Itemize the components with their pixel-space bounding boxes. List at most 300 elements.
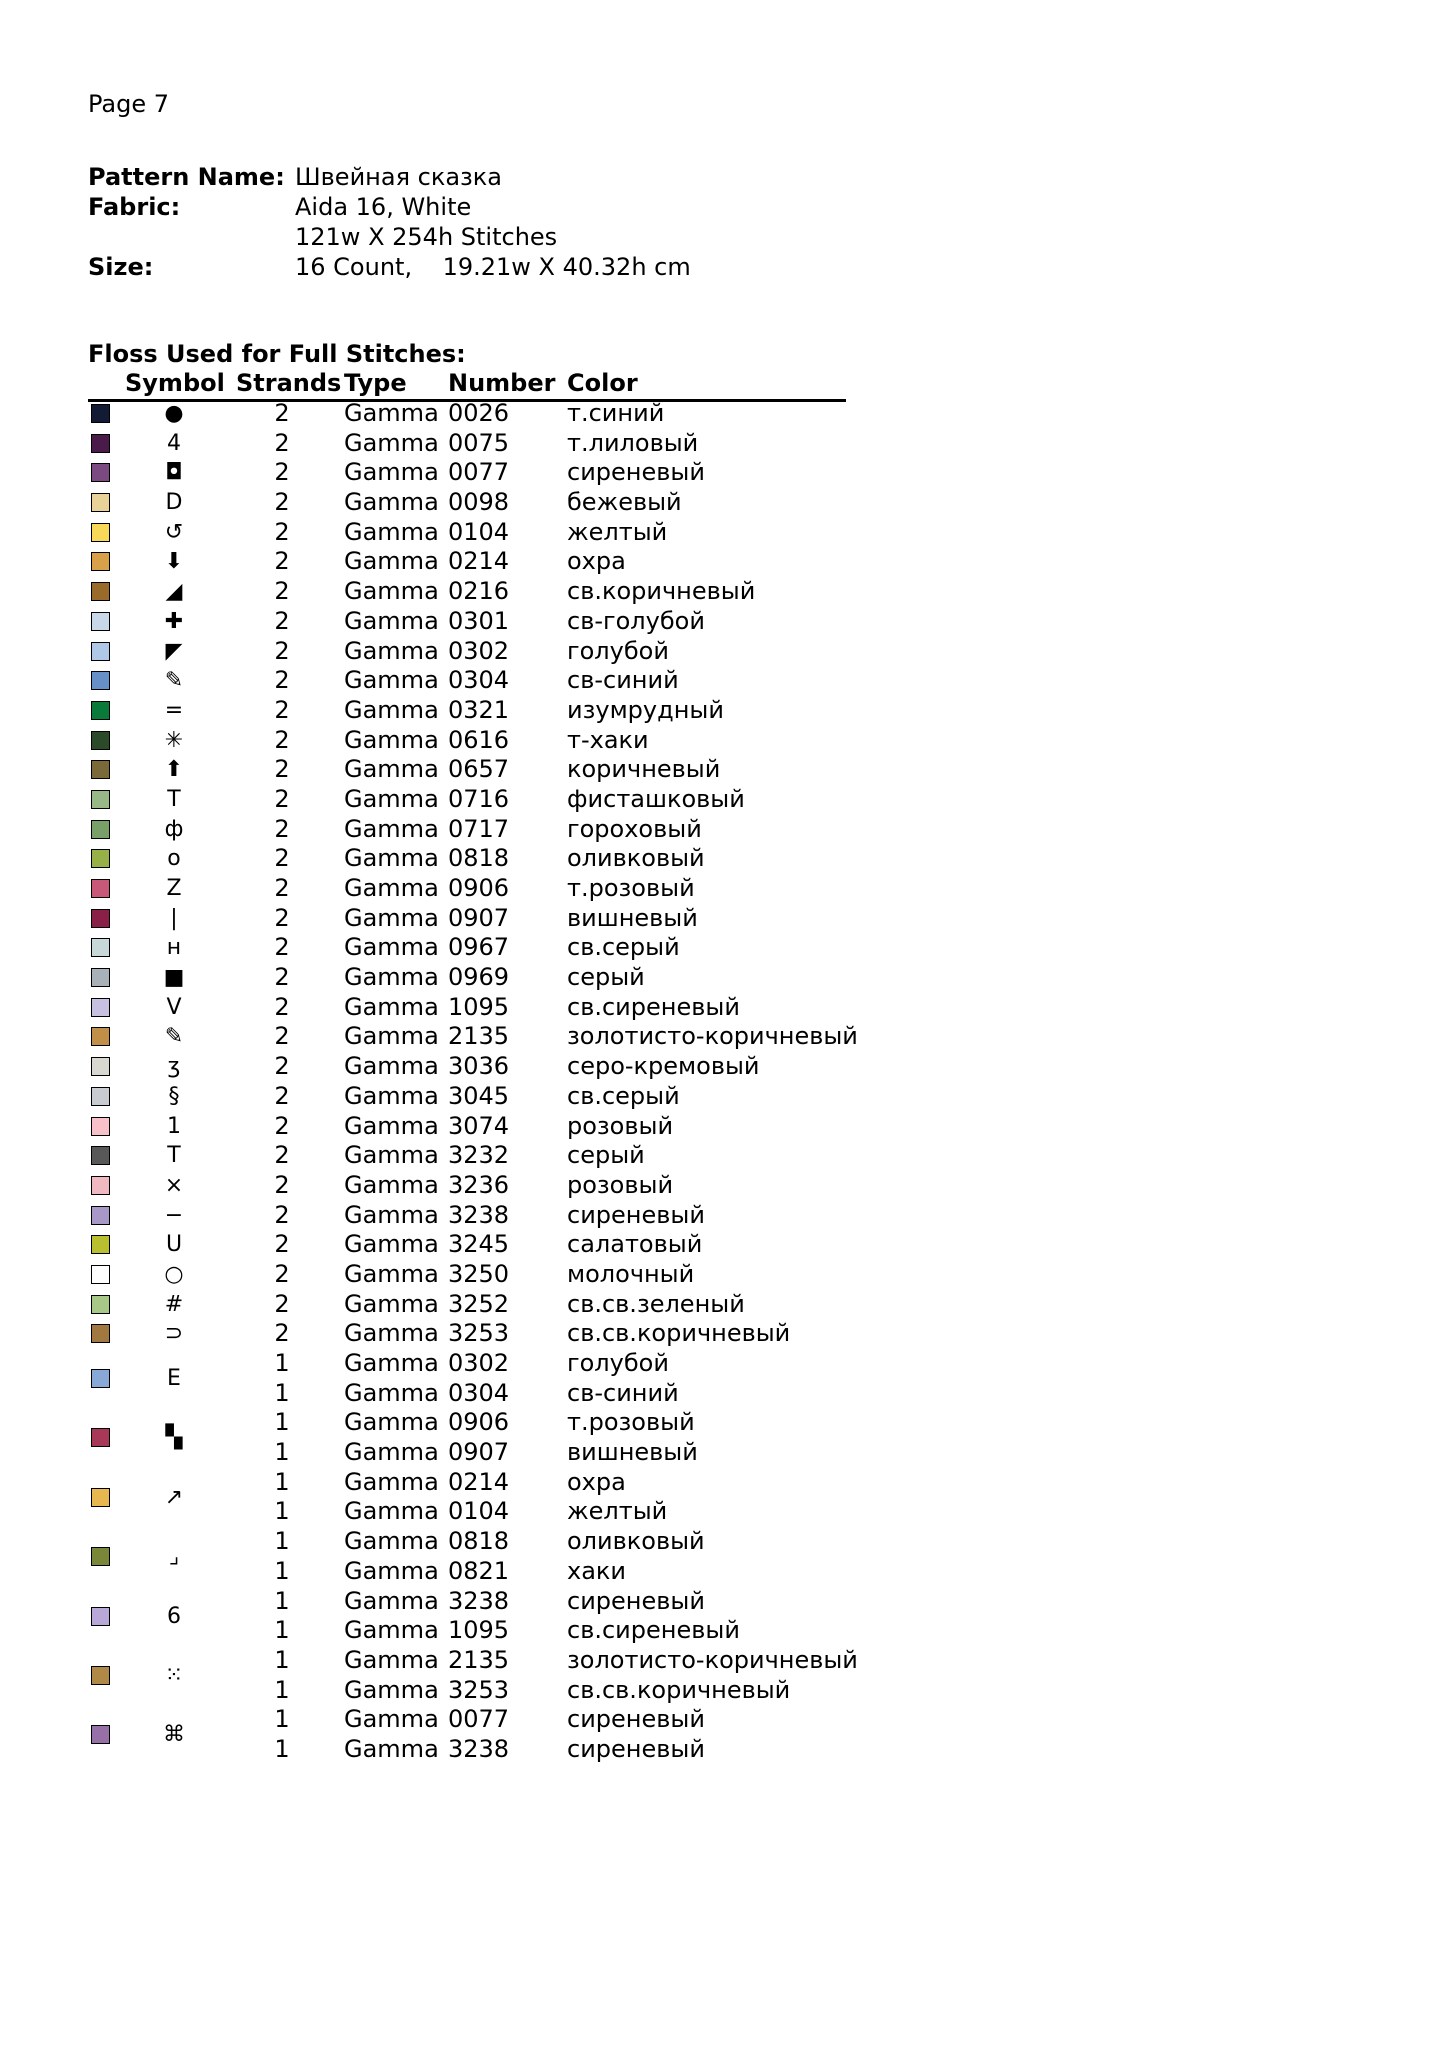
- thread-number: 0906: [448, 1408, 510, 1437]
- strands-value: 2: [274, 577, 290, 606]
- thread-color: вишневый: [567, 1438, 698, 1467]
- table-row: [88, 518, 848, 548]
- thread-color: изумрудный: [567, 695, 724, 724]
- table-row: [88, 726, 848, 756]
- stitch-symbol: ■: [163, 965, 185, 991]
- thread-type: Gamma: [344, 1675, 439, 1704]
- thread-color: голубой: [567, 1349, 669, 1377]
- stitch-symbol: ⬆: [164, 757, 184, 783]
- thread-color: св.св.коричневый: [567, 1675, 791, 1704]
- table-row: [88, 1112, 848, 1142]
- stitch-symbol: ⁙: [164, 1662, 184, 1688]
- stitch-symbol: 6: [167, 1603, 181, 1629]
- thread-type: Gamma: [344, 1586, 439, 1615]
- thread-color: св.св.коричневый: [567, 1319, 791, 1348]
- thread-line: [88, 1171, 848, 1201]
- strands-value: 2: [274, 1022, 290, 1051]
- thread-number: 2135: [448, 1022, 510, 1051]
- thread-line: [88, 399, 848, 429]
- table-row: [88, 933, 848, 963]
- strands-value: 1: [274, 1467, 290, 1496]
- strands-value: 1: [274, 1408, 290, 1437]
- thread-number: 0716: [448, 784, 510, 813]
- thread-type: Gamma: [344, 1349, 439, 1377]
- thread-type: Gamma: [344, 1438, 439, 1467]
- stitch-symbol: #: [164, 1291, 184, 1317]
- thread-type: Gamma: [344, 933, 439, 962]
- stitch-symbol: ◤: [165, 638, 183, 664]
- stitch-symbol: U: [165, 1232, 183, 1258]
- thread-type: Gamma: [344, 814, 439, 843]
- thread-line: [88, 1349, 848, 1379]
- stitch-symbol: ×: [164, 1172, 184, 1198]
- thread-line: [88, 963, 848, 993]
- strands-value: 1: [274, 1705, 290, 1734]
- thread-color: св.сиреневый: [567, 992, 740, 1021]
- thread-number: 0616: [448, 725, 510, 754]
- thread-number: 3250: [448, 1259, 510, 1288]
- stitch-symbol: ↺: [164, 519, 184, 545]
- thread-line: [88, 1052, 848, 1082]
- table-row: [88, 1171, 848, 1201]
- thread-line: [88, 1557, 848, 1587]
- thread-color: св.св.зеленый: [567, 1289, 745, 1318]
- thread-line: [88, 1319, 848, 1349]
- stitch-symbol: ▚: [165, 1425, 183, 1451]
- stitch-symbol: 1: [167, 1113, 181, 1139]
- stitch-symbol: ○: [164, 1261, 184, 1287]
- thread-color: охра: [567, 547, 626, 576]
- thread-line: [88, 518, 848, 548]
- thread-number: 3232: [448, 1141, 510, 1170]
- thread-number: 0967: [448, 933, 510, 962]
- strands-value: 1: [274, 1556, 290, 1585]
- thread-color: желтый: [567, 517, 668, 546]
- thread-number: 0906: [448, 874, 510, 902]
- stitch-symbol: ✚: [164, 608, 184, 634]
- thread-line: [88, 1230, 848, 1260]
- thread-color: серо-кремовый: [567, 1052, 760, 1081]
- thread-type: Gamma: [344, 903, 439, 932]
- thread-line: [88, 1497, 848, 1527]
- stitch-symbol: ʒ: [167, 1054, 181, 1080]
- stitch-symbol: T: [167, 1143, 181, 1169]
- thread-number: 3253: [448, 1319, 510, 1348]
- table-row: [88, 637, 848, 667]
- header-type: Type: [344, 369, 407, 397]
- thread-number: 0077: [448, 458, 510, 487]
- strands-value: 2: [274, 1289, 290, 1318]
- thread-line: [88, 1438, 848, 1468]
- thread-number: 0907: [448, 1438, 510, 1467]
- thread-type: Gamma: [344, 963, 439, 992]
- thread-type: Gamma: [344, 1705, 439, 1734]
- strands-value: 2: [274, 755, 290, 784]
- table-row: [88, 666, 848, 696]
- header-symbol: Symbol: [125, 369, 225, 397]
- thread-number: 1095: [448, 1616, 510, 1645]
- thread-color: бежевый: [567, 488, 682, 517]
- thread-color: св.серый: [567, 933, 680, 962]
- thread-color: оливковый: [567, 1527, 705, 1556]
- thread-line: [88, 755, 848, 785]
- strands-value: 2: [274, 1081, 290, 1110]
- thread-line: [88, 429, 848, 459]
- table-row: [88, 1141, 848, 1171]
- thread-line: [88, 933, 848, 963]
- strands-value: 2: [274, 666, 290, 695]
- table-row: [88, 844, 848, 874]
- thread-line: [88, 1260, 848, 1290]
- thread-type: Gamma: [344, 458, 439, 487]
- thread-color: св-голубой: [567, 606, 705, 635]
- thread-line: [88, 993, 848, 1023]
- thread-type: Gamma: [344, 547, 439, 576]
- thread-color: розовый: [567, 1111, 674, 1140]
- floss-table-header: [88, 369, 846, 402]
- thread-number: 3238: [448, 1586, 510, 1615]
- stitch-symbol: Z: [166, 876, 182, 901]
- thread-color: фисташковый: [567, 784, 745, 813]
- thread-color: вишневый: [567, 903, 698, 932]
- thread-type: Gamma: [344, 1170, 439, 1199]
- table-row: [88, 696, 848, 726]
- thread-type: Gamma: [344, 636, 439, 665]
- strands-value: 2: [274, 399, 290, 427]
- table-row: [88, 547, 848, 577]
- thread-color: сиреневый: [567, 1200, 705, 1229]
- strands-value: 2: [274, 547, 290, 576]
- pattern-name-label: Pattern Name:: [88, 163, 285, 191]
- thread-number: 0214: [448, 1467, 510, 1496]
- pattern-info: [88, 162, 691, 282]
- thread-line: [88, 1290, 848, 1320]
- thread-type: Gamma: [344, 784, 439, 813]
- thread-type: Gamma: [344, 1319, 439, 1348]
- table-row: [88, 1705, 848, 1764]
- table-row: [88, 904, 848, 934]
- thread-number: 0216: [448, 577, 510, 606]
- strands-value: 1: [274, 1645, 290, 1674]
- thread-line: [88, 1735, 848, 1765]
- thread-line: [88, 1616, 848, 1646]
- thread-type: Gamma: [344, 577, 439, 606]
- stitch-symbol: 4: [167, 430, 181, 456]
- stitch-symbol: −: [164, 1202, 184, 1228]
- stitch-symbol: ⬇: [164, 549, 184, 575]
- strands-value: 1: [274, 1378, 290, 1407]
- thread-line: [88, 1022, 858, 1052]
- thread-line: [88, 577, 848, 607]
- table-row: [88, 1468, 848, 1527]
- thread-type: Gamma: [344, 1378, 439, 1407]
- thread-line: [88, 696, 848, 726]
- table-row: [88, 1201, 848, 1231]
- thread-line: [88, 547, 848, 577]
- thread-number: 2135: [448, 1645, 510, 1674]
- strands-value: 2: [274, 903, 290, 932]
- thread-number: 0969: [448, 963, 510, 992]
- thread-type: Gamma: [344, 844, 439, 873]
- thread-type: Gamma: [344, 1616, 439, 1645]
- stitch-symbol: T: [167, 786, 181, 812]
- table-row: [88, 429, 848, 459]
- thread-number: 3238: [448, 1200, 510, 1229]
- thread-number: 0301: [448, 606, 510, 635]
- thread-type: Gamma: [344, 517, 439, 546]
- strands-value: 2: [274, 874, 290, 902]
- thread-color: св-синий: [567, 1378, 679, 1407]
- fabric-label: Fabric:: [88, 193, 181, 221]
- table-row: [88, 1408, 848, 1467]
- header-strands: Strands: [236, 369, 342, 397]
- strands-value: 1: [274, 1586, 290, 1615]
- table-row: [88, 1082, 848, 1112]
- strands-value: 1: [274, 1349, 290, 1377]
- stitch-symbol: ✎: [164, 668, 184, 694]
- thread-type: Gamma: [344, 1230, 439, 1259]
- table-row: [88, 1290, 848, 1320]
- thread-type: Gamma: [344, 1556, 439, 1585]
- thread-type: Gamma: [344, 1141, 439, 1170]
- thread-number: 0821: [448, 1556, 510, 1585]
- thread-color: желтый: [567, 1497, 668, 1526]
- strands-value: 2: [274, 992, 290, 1021]
- thread-line: [88, 874, 848, 904]
- thread-type: Gamma: [344, 488, 439, 517]
- stitch-symbol: E: [167, 1366, 181, 1391]
- table-row: [88, 607, 848, 637]
- thread-number: 3236: [448, 1170, 510, 1199]
- header-number: Number: [448, 369, 556, 397]
- header-color: Color: [567, 369, 638, 397]
- thread-color: сиреневый: [567, 1586, 705, 1615]
- stitch-symbol: ◘: [165, 460, 183, 486]
- size-value: 16 Count, 19.21w X 40.32h cm: [295, 253, 691, 281]
- strands-value: 2: [274, 458, 290, 487]
- page-number: Page 7: [88, 90, 169, 118]
- stitch-symbol: ●: [164, 401, 184, 426]
- thread-type: Gamma: [344, 1289, 439, 1318]
- table-row: [88, 1052, 848, 1082]
- thread-color: голубой: [567, 636, 669, 665]
- thread-color: сиреневый: [567, 1735, 705, 1764]
- thread-line: [88, 1468, 848, 1498]
- thread-type: Gamma: [344, 1735, 439, 1764]
- thread-color: хаки: [567, 1556, 627, 1585]
- thread-color: оливковый: [567, 844, 705, 873]
- thread-number: 0321: [448, 695, 510, 724]
- strands-value: 2: [274, 517, 290, 546]
- thread-number: 0075: [448, 428, 510, 457]
- thread-line: [88, 666, 848, 696]
- table-row: [88, 963, 848, 993]
- strands-value: 2: [274, 814, 290, 843]
- thread-line: [88, 1527, 848, 1557]
- stitch-symbol: ◢: [165, 579, 183, 605]
- thread-color: св-синий: [567, 666, 679, 695]
- stitch-symbol: ↗: [164, 1484, 184, 1510]
- thread-type: Gamma: [344, 1467, 439, 1496]
- thread-number: 0077: [448, 1705, 510, 1734]
- thread-number: 0818: [448, 1527, 510, 1556]
- thread-number: 0026: [448, 399, 510, 427]
- thread-color: золотисто-коричневый: [567, 1022, 858, 1051]
- thread-type: Gamma: [344, 1111, 439, 1140]
- stitch-symbol: ✳: [164, 727, 184, 753]
- thread-line: [88, 844, 848, 874]
- strands-value: 1: [274, 1438, 290, 1467]
- thread-number: 0104: [448, 1497, 510, 1526]
- thread-type: Gamma: [344, 755, 439, 784]
- thread-type: Gamma: [344, 1200, 439, 1229]
- thread-line: [88, 785, 848, 815]
- thread-line: [88, 1141, 848, 1171]
- thread-type: Gamma: [344, 666, 439, 695]
- thread-type: Gamma: [344, 428, 439, 457]
- thread-type: Gamma: [344, 1259, 439, 1288]
- stitch-symbol: ⌟: [168, 1544, 180, 1570]
- thread-number: 0907: [448, 903, 510, 932]
- thread-color: салатовый: [567, 1230, 703, 1259]
- thread-line: [88, 1645, 858, 1676]
- stitch-symbol: D: [165, 490, 183, 516]
- strands-value: 2: [274, 1230, 290, 1259]
- table-row: [88, 1230, 848, 1260]
- thread-color: серый: [567, 1141, 645, 1170]
- strands-value: 2: [274, 1141, 290, 1170]
- stitch-symbol: =: [164, 697, 184, 723]
- strands-value: 2: [274, 636, 290, 665]
- table-row: [88, 1319, 848, 1349]
- strands-value: 2: [274, 725, 290, 754]
- strands-value: 1: [274, 1735, 290, 1764]
- thread-number: 0657: [448, 755, 510, 784]
- stitch-symbol: ⊃: [164, 1321, 184, 1347]
- stitch-symbol: o: [167, 846, 181, 872]
- stitch-symbol: ⌘: [163, 1722, 185, 1748]
- thread-type: Gamma: [344, 874, 439, 902]
- thread-line: [88, 1379, 848, 1409]
- thread-type: Gamma: [344, 606, 439, 635]
- thread-type: Gamma: [344, 1022, 439, 1051]
- strands-value: 2: [274, 428, 290, 457]
- strands-value: 2: [274, 488, 290, 517]
- thread-number: 0304: [448, 1378, 510, 1407]
- thread-color: т-хаки: [567, 725, 649, 754]
- stitch-symbol: V: [166, 994, 182, 1020]
- table-row: [88, 458, 848, 488]
- pattern-name: Швейная сказка: [295, 163, 502, 191]
- thread-line: [88, 488, 848, 518]
- strands-value: 2: [274, 933, 290, 962]
- thread-number: 0717: [448, 814, 510, 843]
- thread-number: 3036: [448, 1052, 510, 1081]
- thread-number: 3252: [448, 1289, 510, 1318]
- thread-number: 3074: [448, 1111, 510, 1140]
- thread-type: Gamma: [344, 1527, 439, 1556]
- thread-color: т.розовый: [567, 874, 695, 902]
- table-row: [88, 1527, 848, 1586]
- strands-value: 2: [274, 1111, 290, 1140]
- thread-number: 0104: [448, 517, 510, 546]
- fabric-value: Aida 16, White: [295, 193, 472, 221]
- thread-type: Gamma: [344, 1052, 439, 1081]
- thread-color: св.коричневый: [567, 577, 756, 606]
- thread-line: [88, 1587, 848, 1617]
- thread-type: Gamma: [344, 695, 439, 724]
- floss-section-title: Floss Used for Full Stitches:: [88, 340, 466, 368]
- thread-number: 0302: [448, 636, 510, 665]
- thread-number: 0818: [448, 844, 510, 873]
- stitch-symbol: ✎: [164, 1024, 184, 1050]
- thread-number: 0304: [448, 666, 510, 695]
- table-row: [88, 874, 848, 904]
- stitch-symbol: |: [170, 905, 178, 931]
- thread-color: охра: [567, 1467, 626, 1496]
- thread-type: Gamma: [344, 725, 439, 754]
- thread-number: 3245: [448, 1230, 510, 1259]
- thread-color: св.серый: [567, 1081, 680, 1110]
- strands-value: 1: [274, 1527, 290, 1556]
- thread-line: [88, 607, 848, 637]
- table-row: [88, 1587, 848, 1646]
- strands-value: 2: [274, 784, 290, 813]
- strands-value: 2: [274, 844, 290, 873]
- table-row: [88, 399, 848, 429]
- thread-line: [88, 1082, 848, 1112]
- thread-line: [88, 726, 848, 756]
- thread-line: [88, 1705, 848, 1735]
- thread-color: молочный: [567, 1259, 695, 1288]
- floss-table: [88, 399, 858, 1765]
- table-row: [88, 993, 848, 1023]
- thread-color: т.розовый: [567, 1408, 695, 1437]
- table-row: [88, 1645, 858, 1705]
- table-row: [88, 1022, 858, 1052]
- thread-type: Gamma: [344, 1408, 439, 1437]
- strands-value: 1: [274, 1675, 290, 1704]
- thread-number: 3253: [448, 1675, 510, 1704]
- thread-line: [88, 637, 848, 667]
- thread-type: Gamma: [344, 992, 439, 1021]
- thread-color: т.синий: [567, 399, 665, 427]
- table-row: [88, 488, 848, 518]
- thread-number: 3238: [448, 1735, 510, 1764]
- thread-line: [88, 458, 848, 488]
- thread-number: 0214: [448, 547, 510, 576]
- table-row: [88, 785, 848, 815]
- thread-color: золотисто-коричневый: [567, 1645, 858, 1674]
- strands-value: 2: [274, 963, 290, 992]
- table-row: [88, 815, 848, 845]
- thread-color: серый: [567, 963, 645, 992]
- thread-number: 3045: [448, 1081, 510, 1110]
- thread-type: Gamma: [344, 1081, 439, 1110]
- table-row: [88, 1260, 848, 1290]
- strands-value: 2: [274, 1259, 290, 1288]
- thread-number: 1095: [448, 992, 510, 1021]
- thread-number: 0302: [448, 1349, 510, 1377]
- strands-value: 1: [274, 1616, 290, 1645]
- thread-color: розовый: [567, 1170, 674, 1199]
- strands-value: 2: [274, 1319, 290, 1348]
- thread-line: [88, 1676, 848, 1706]
- strands-value: 1: [274, 1497, 290, 1526]
- stitch-symbol: ф: [164, 816, 184, 842]
- thread-line: [88, 1112, 848, 1142]
- strands-value: 2: [274, 1170, 290, 1199]
